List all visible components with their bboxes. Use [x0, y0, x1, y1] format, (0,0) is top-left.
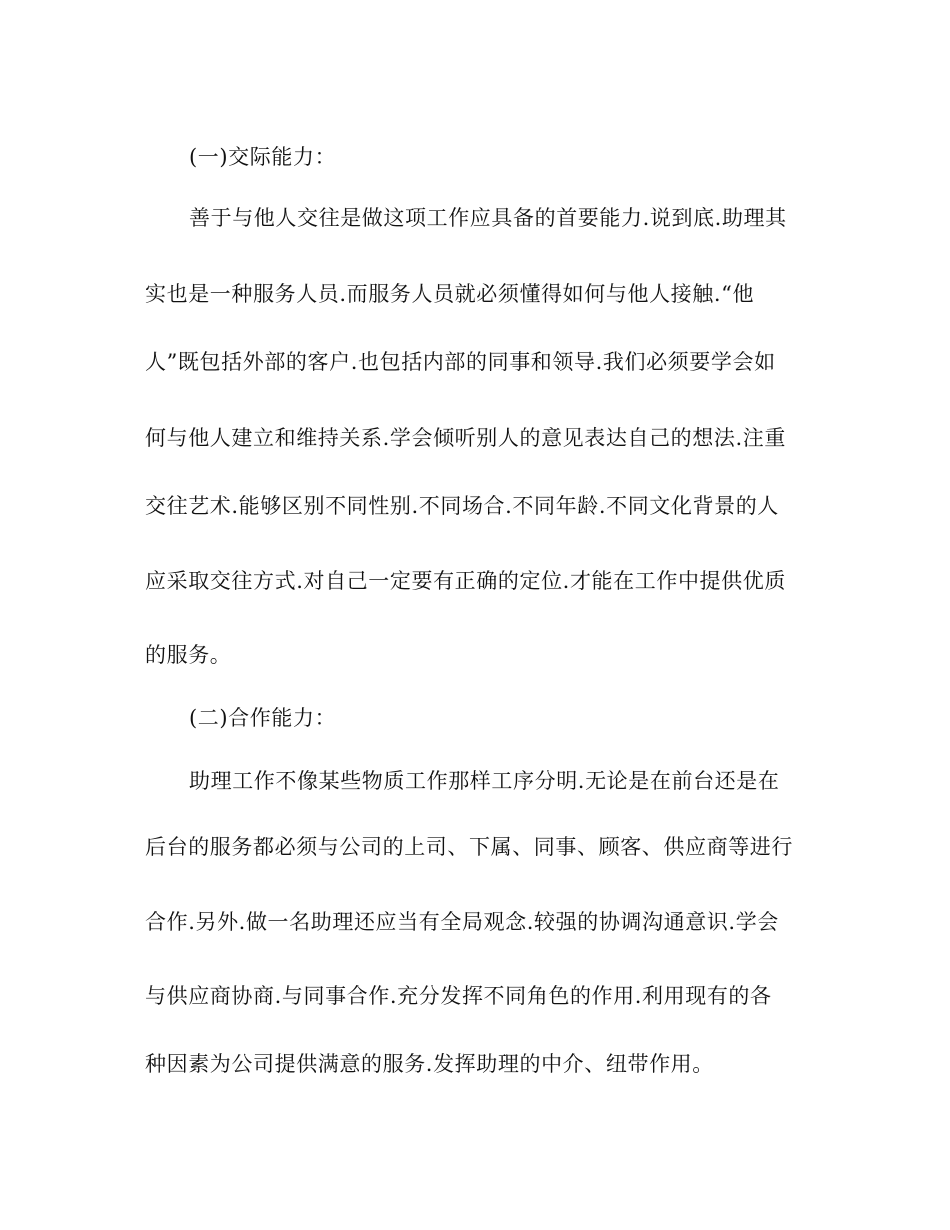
paragraph-line: 后台的服务都必须与公司的上司、下属、同事、顾客、供应商等进行: [145, 835, 793, 859]
paragraph-line: 应采取交往方式.对自己一定要有正确的定位.才能在工作中提供优质: [145, 569, 786, 593]
paragraph-line: 善于与他人交往是做这项工作应具备的首要能力.说到底.助理其: [189, 206, 787, 230]
paragraph-line: 实也是一种服务人员.而服务人员就必须懂得如何与他人接触.“他: [145, 282, 755, 306]
paragraph-line: 的服务。: [145, 643, 232, 667]
paragraph-line: 与供应商协商.与同事合作.充分发挥不同角色的作用.利用现有的各: [145, 984, 772, 1008]
paragraph-line: 助理工作不像某些物质工作那样工序分明.无论是在前台还是在: [189, 769, 780, 793]
section-heading-cooperation: (二)合作能力：: [189, 706, 337, 730]
paragraph-line: 种因素为公司提供满意的服务.发挥助理的中介、纽带作用。: [145, 1052, 714, 1076]
paragraph-line: 合作.另外.做一名助理还应当有全局观念.较强的协调沟通意识.学会: [145, 910, 779, 934]
paragraph-line: 何与他人建立和维持关系.学会倾听别人的意见表达自己的想法.注重: [145, 426, 786, 450]
paragraph-line: 人”既包括外部的客户.也包括内部的同事和领导.我们必须要学会如: [145, 350, 776, 374]
paragraph-line: 交往艺术.能够区别不同性别.不同场合.不同年龄.不同文化背景的人: [145, 494, 779, 518]
section-heading-interpersonal: (一)交际能力：: [189, 145, 337, 169]
